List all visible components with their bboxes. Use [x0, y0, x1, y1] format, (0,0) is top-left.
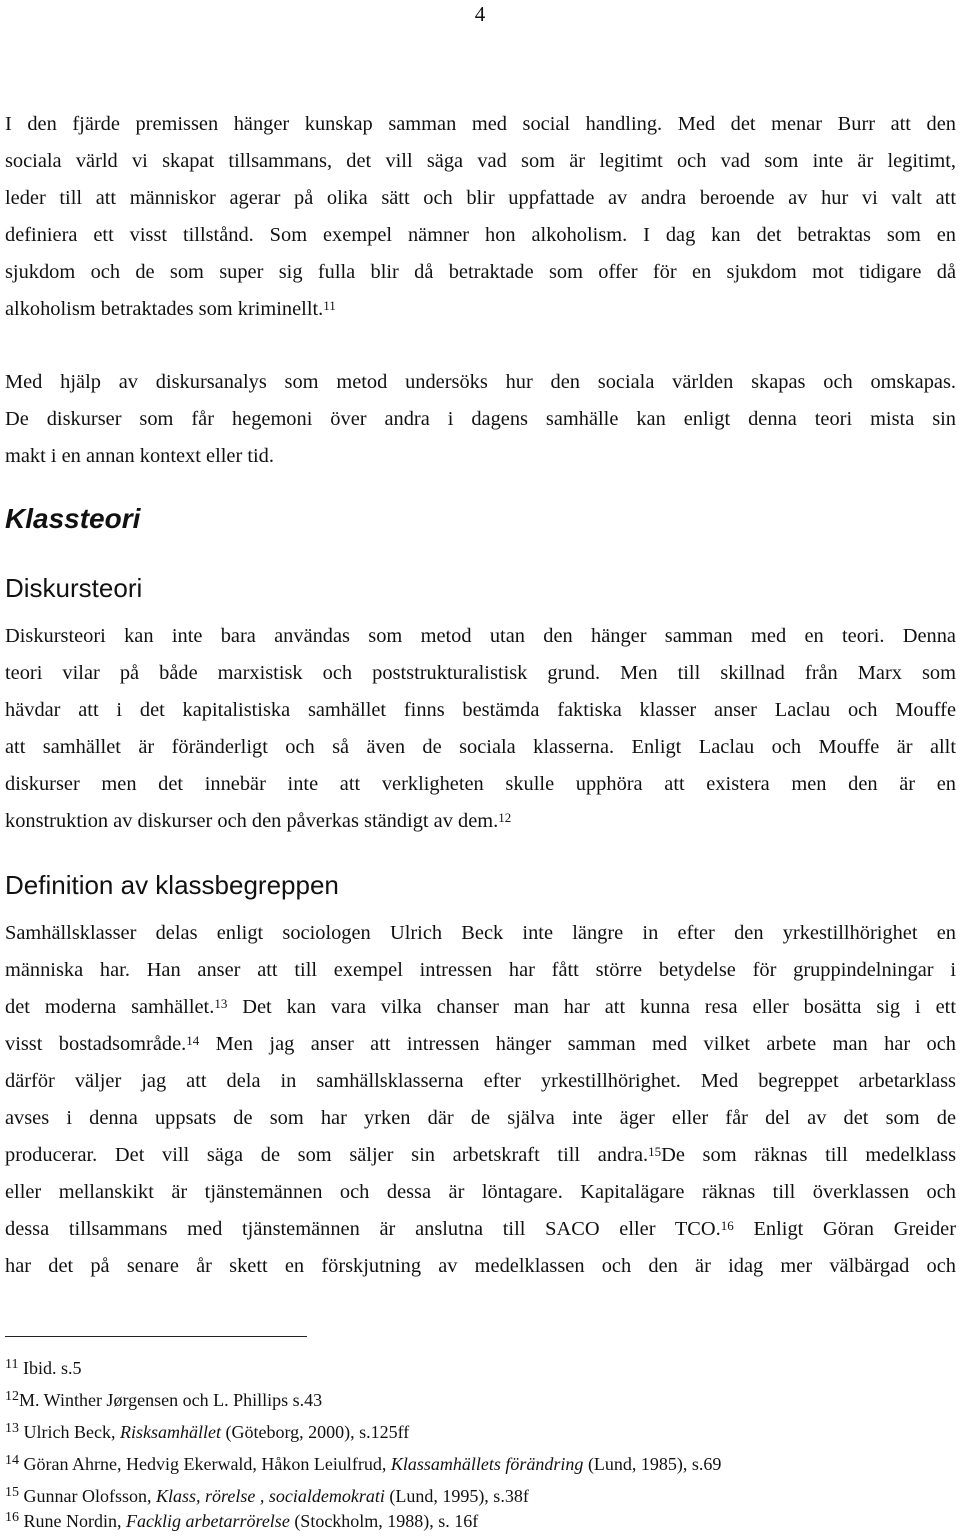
subsection-heading: Definition av klassbegreppen: [5, 870, 339, 900]
paragraph-text: producerar. Det vill säga de som säljer sin arbetskraft till andra.: [5, 1144, 649, 1166]
footnote-text: Ulrich Beck,: [19, 1422, 120, 1442]
paragraph-text: Men jag anser att intressen hänger samman med vilket arbete man har och: [199, 1033, 956, 1055]
paragraph-text: visst bostadsområde.: [5, 1033, 187, 1055]
paragraph-line: [5, 1026, 956, 1063]
footnote-number: 13: [5, 1421, 19, 1436]
paragraph-line: hävdar att i det kapitalistiska samhället finns bestämda faktiska klasser anser Laclau och Mouffe: [5, 699, 956, 721]
footnote-number: 15: [5, 1485, 19, 1500]
footnote-text: (Stockholm, 1988), s. 16f: [289, 1511, 479, 1531]
footnote-ref[interactable]: 13: [214, 996, 228, 1011]
footnote-number: 12: [5, 1389, 19, 1404]
paragraph-line: Diskursteori kan inte bara användas som metod utan den hänger samman med en teori. Denna: [5, 625, 956, 647]
footnote-text: (Lund, 1995), s.38f: [384, 1486, 529, 1506]
paragraph-line: leder till att människor agerar på olika sätt och blir uppfattade av andra beroende av hur vi valt att: [5, 187, 956, 209]
footnote: [5, 1384, 945, 1416]
paragraph-line: Med hjälp av diskursanalys som metod undersöks hur den sociala världen skapas och omskapas.: [5, 371, 956, 393]
footnote-text: (Göteborg, 2000), s.125ff: [220, 1422, 410, 1442]
paragraph-line: Samhällsklasser delas enligt sociologen Ulrich Beck inte längre in efter den yrkestillhörighet en: [5, 922, 956, 944]
paragraph-text: alkoholism betraktades som kriminellt.: [5, 298, 324, 320]
paragraph-text: det moderna samhället.: [5, 996, 215, 1018]
paragraph-text: konstruktion av diskurser och den påverkas ständigt av dem.: [5, 810, 499, 832]
footnote-text: Gunnar Olofsson,: [19, 1486, 156, 1506]
footnote-number: 11: [5, 1357, 19, 1372]
footnote: [5, 1416, 945, 1448]
footnote: [5, 1352, 945, 1384]
section-heading: Klassteori: [5, 503, 141, 534]
footnote-ref[interactable]: 12: [498, 810, 512, 825]
footnote-text: Ibid. s.5: [18, 1358, 82, 1378]
footnote-ref[interactable]: 15: [648, 1144, 662, 1159]
paragraph-line: att samhället är föränderligt och så även de sociala klasserna. Enligt Laclau och Mouffe är allt: [5, 736, 956, 758]
paragraph-line: avses i denna uppsats de som har yrken där de själva inte äger eller får del av det som de: [5, 1107, 956, 1129]
paragraph-line: makt i en annan kontext eller tid.: [5, 445, 274, 467]
paragraph-line: har det på senare år skett en förskjutning av medelklassen och den är idag mer välbärgad och: [5, 1255, 956, 1277]
footnote-title: Klass, rörelse , socialdemokrati: [156, 1486, 385, 1506]
paragraph-text: Enligt Göran Greider: [733, 1218, 956, 1240]
footnote: [5, 1505, 945, 1537]
footnote-number: 16: [5, 1510, 19, 1525]
footnote-title: Risksamhället: [119, 1422, 221, 1442]
paragraph-line: I den fjärde premissen hänger kunskap samman med social handling. Med det menar Burr att den: [5, 113, 956, 135]
footnote-text: Göran Ahrne, Hedvig Ekerwald, Håkon Leiulfrud,: [19, 1454, 391, 1474]
paragraph-line: [5, 1211, 956, 1248]
paragraph-line: eller mellanskikt är tjänstemännen och dessa är löntagare. Kapitalägare räknas till överklassen och: [5, 1181, 956, 1203]
paragraph-text: dessa tillsammans med tjänstemännen är anslutna till SACO eller TCO.: [5, 1218, 721, 1240]
paragraph-line: De diskurser som får hegemoni över andra i dagens samhälle kan enligt denna teori mista sin: [5, 408, 956, 430]
footnote-title: Klassamhällets förändring: [390, 1454, 584, 1474]
page-number: 4: [474, 2, 486, 26]
footnote-text: M. Winther Jørgensen och L. Phillips s.43: [19, 1390, 323, 1410]
paragraph-line: [5, 291, 956, 328]
footnote-number: 14: [5, 1453, 19, 1468]
paragraph-line: teori vilar på både marxistisk och poststrukturalistisk grund. Men till skillnad från Marx som: [5, 662, 956, 684]
footnote-ref[interactable]: 11: [323, 298, 336, 313]
paragraph-line: [5, 989, 956, 1026]
paragraph-line: definiera ett visst tillstånd. Som exempel nämner hon alkoholism. I dag kan det betraktas som en: [5, 224, 956, 246]
footnote-divider: [5, 1336, 307, 1337]
paragraph-line: sociala värld vi skapat tillsammans, det vill säga vad som är legitimt och vad som inte är legitimt,: [5, 150, 956, 172]
paragraph-line: diskurser men det innebär inte att verkligheten skulle upphöra att existera men den är en: [5, 773, 956, 795]
subsection-heading: Diskursteori: [5, 573, 143, 603]
paragraph-text: Det kan vara vilka chanser man har att kunna resa eller bosätta sig i ett: [227, 996, 956, 1018]
paragraph-line: [5, 1137, 956, 1174]
paragraph-line: [5, 803, 956, 840]
footnote-title: Facklig arbetarrörelse: [126, 1511, 290, 1531]
paragraph-line: människa har. Han anser att till exempel intressen har fått större betydelse för gruppindelningar i: [5, 959, 956, 981]
footnote-text: Rune Nordin,: [19, 1511, 126, 1531]
paragraph-line: därför väljer jag att dela in samhällsklasserna efter yrkestillhörighet. Med begreppet arbetarklass: [5, 1070, 956, 1092]
footnote-ref[interactable]: 14: [186, 1033, 200, 1048]
footnote-ref[interactable]: 16: [720, 1218, 734, 1233]
footnote: [5, 1448, 945, 1480]
paragraph-line: sjukdom och de som super sig fulla blir då betraktade som offer för en sjukdom mot tidigare då: [5, 261, 956, 283]
paragraph-text: De som räknas till medelklass: [661, 1144, 956, 1166]
footnote-text: (Lund, 1985), s.69: [583, 1454, 722, 1474]
